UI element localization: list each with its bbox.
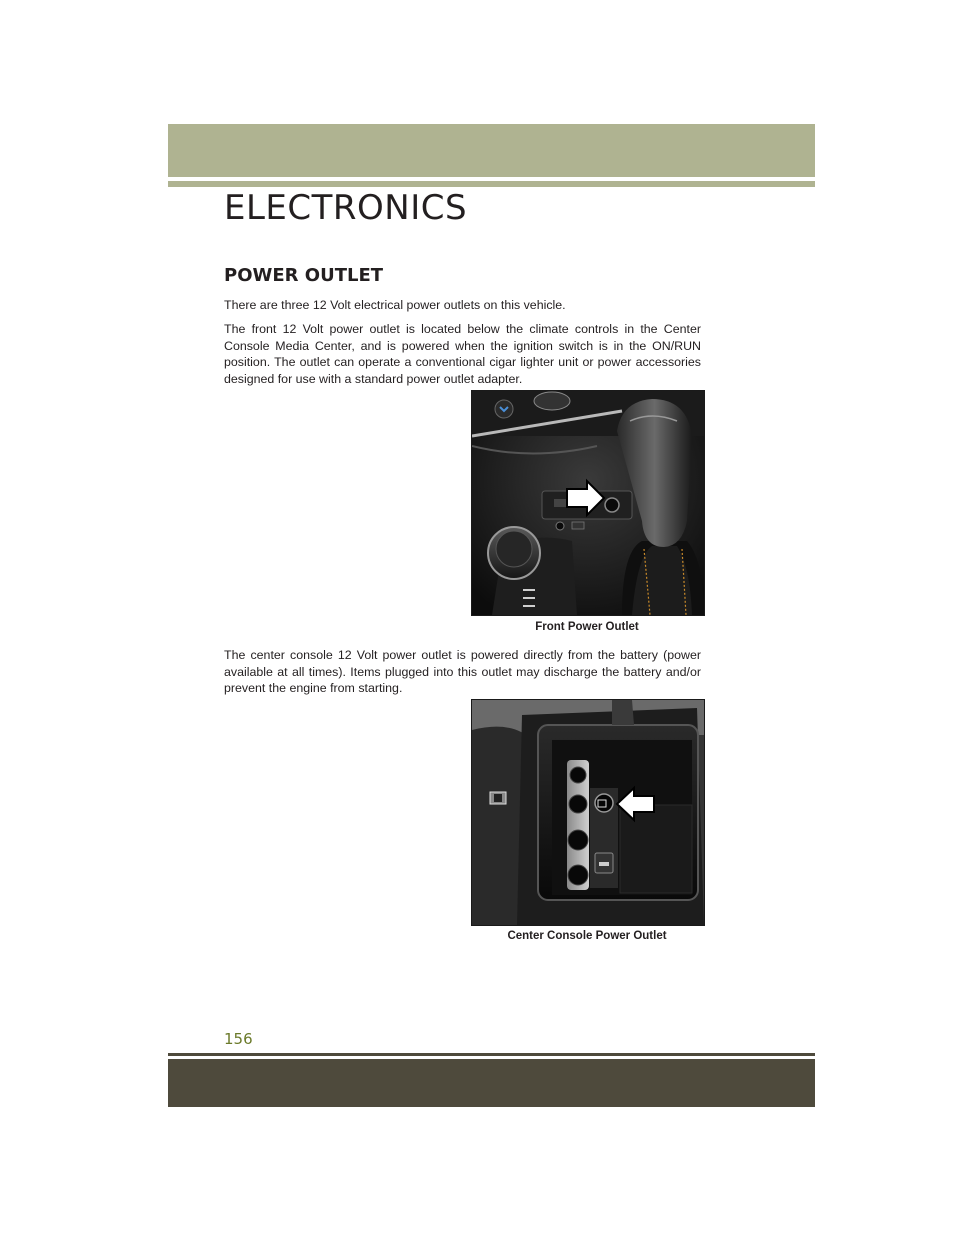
- front-outlet-paragraph: The front 12 Volt power outlet is located below the climate controls in the Center Console Media Center, and is powered when the ignition switch is in the ON/RUN position. The outlet can operate a conventional cigar lighter unit or power accessories designed for use with a standard power outlet adapter.: [224, 322, 701, 386]
- section-heading: POWER OUTLET: [224, 265, 384, 286]
- center-console-paragraph: The center console 12 Volt power outlet is powered directly from the battery (power available at all times). Items plugged into this outlet may discharge the battery and/or prevent the engine from starting.: [224, 648, 701, 695]
- chapter-title: ELECTRONICS: [224, 188, 468, 228]
- center-console-power-outlet-photo: [471, 699, 705, 926]
- intro-paragraph: There are three 12 Volt electrical power outlets on this vehicle.: [224, 298, 566, 312]
- footer-rule: [168, 1053, 815, 1056]
- page-number: 156: [224, 1030, 253, 1048]
- front-power-outlet-photo: [471, 390, 705, 616]
- header-band: [168, 124, 815, 177]
- figure-caption-front: Front Power Outlet: [535, 621, 639, 633]
- figure-caption-center-console: Center Console Power Outlet: [507, 930, 667, 942]
- header-rule: [168, 181, 815, 187]
- footer-band: [168, 1059, 815, 1107]
